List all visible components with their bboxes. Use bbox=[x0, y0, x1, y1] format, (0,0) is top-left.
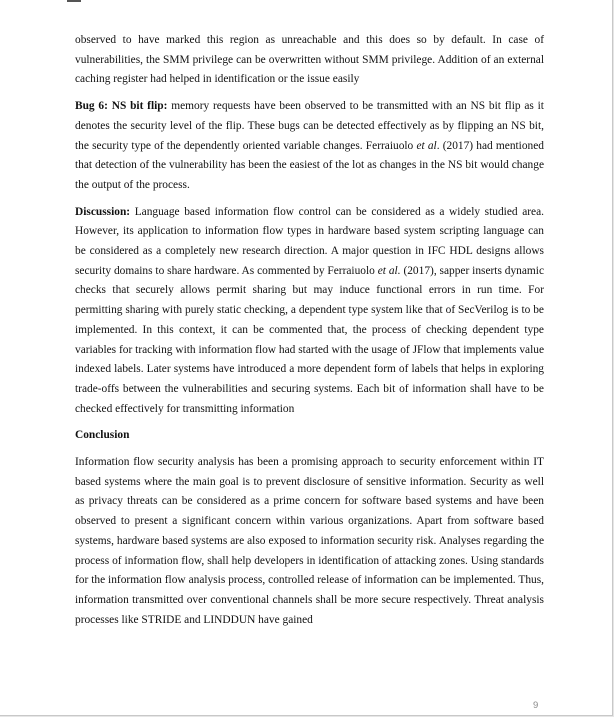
paragraph-conclusion: Information flow security analysis has been a promising approach to security enforcement within IT based systems where the main goal is to prevent disclosure of sensitive information. Security as well as privacy threats can be considered as a prime concern for software based systems and have been observed to present a significant concern within various organizations. Apart from software based systems, hardware based systems are also exposed to information security risk. Analyses regarding the process of information flow, shall help developers in identification of attacking zones. Using standards for the information flow analysis process, controlled release of information can be implemented. Thus, information transmitted over conventional channels shall be more secure respectively. Threat analysis processes like STRIDE and LINDDUN have gained bbox=[75, 456, 544, 626]
discussion-text-before: Language based information flow control can be considered as a widely studied area. However, its application to information flow types in hardware based system scripting language can be considered as a completely new research direction. A major question in IFC HDL designs allows security domains to share hardware. As commented by Ferraiuolo bbox=[75, 205, 544, 277]
discussion-et-al: et al. bbox=[377, 264, 401, 277]
discussion-lead: Discussion: bbox=[75, 205, 131, 218]
bug6-text-before: memory requests have been observed to be transmitted with an NS bit flip as it denotes the security level of the flip. These bugs can be detected effectively as by flipping an NS bit, the security type of the dependently oriented variable changes. Ferraiuolo bbox=[75, 100, 544, 152]
conclusion-heading: Conclusion bbox=[75, 429, 130, 442]
top-marker bbox=[67, 0, 81, 2]
bug6-text-after: . (2017) had mentioned that detection of the vulnerability has been the easiest of the lot as changes in the NS bit would change the output of the process. bbox=[75, 139, 544, 191]
paragraph-bug6 bbox=[75, 97, 544, 196]
bug6-lead: Bug 6: NS bit flip: bbox=[75, 100, 168, 113]
paragraph-continued: observed to have marked this region as unreachable and this does so by default. In case of vulnerabilities, the SMM privilege can be overwritten without SMM privilege. Addition of an external caching register had helped in identification or the issue easily bbox=[75, 34, 544, 86]
paragraph-discussion bbox=[75, 203, 544, 420]
page-content bbox=[75, 31, 544, 630]
page-number: 9 bbox=[533, 700, 539, 711]
discussion-text-after: (2017), sapper inserts dynamic checks that securely allows permit sharing but may induce functional errors in run time. For permitting sharing with purely static checking, a dependent type system like that of SecVerilog is to be implemented. In this context, it can be commented that, the process of checking dependent type variables for tracking with information flow had started with the usage of JFlow that implements value indexed labels. Later systems have introduced a more dependent form of labels that helps in exploring trade-offs between the vulnerabilities and securing systems. Each bit of information shall have to be checked effectively for transmitting information bbox=[75, 264, 545, 415]
bug6-et-al: et al bbox=[416, 139, 437, 152]
